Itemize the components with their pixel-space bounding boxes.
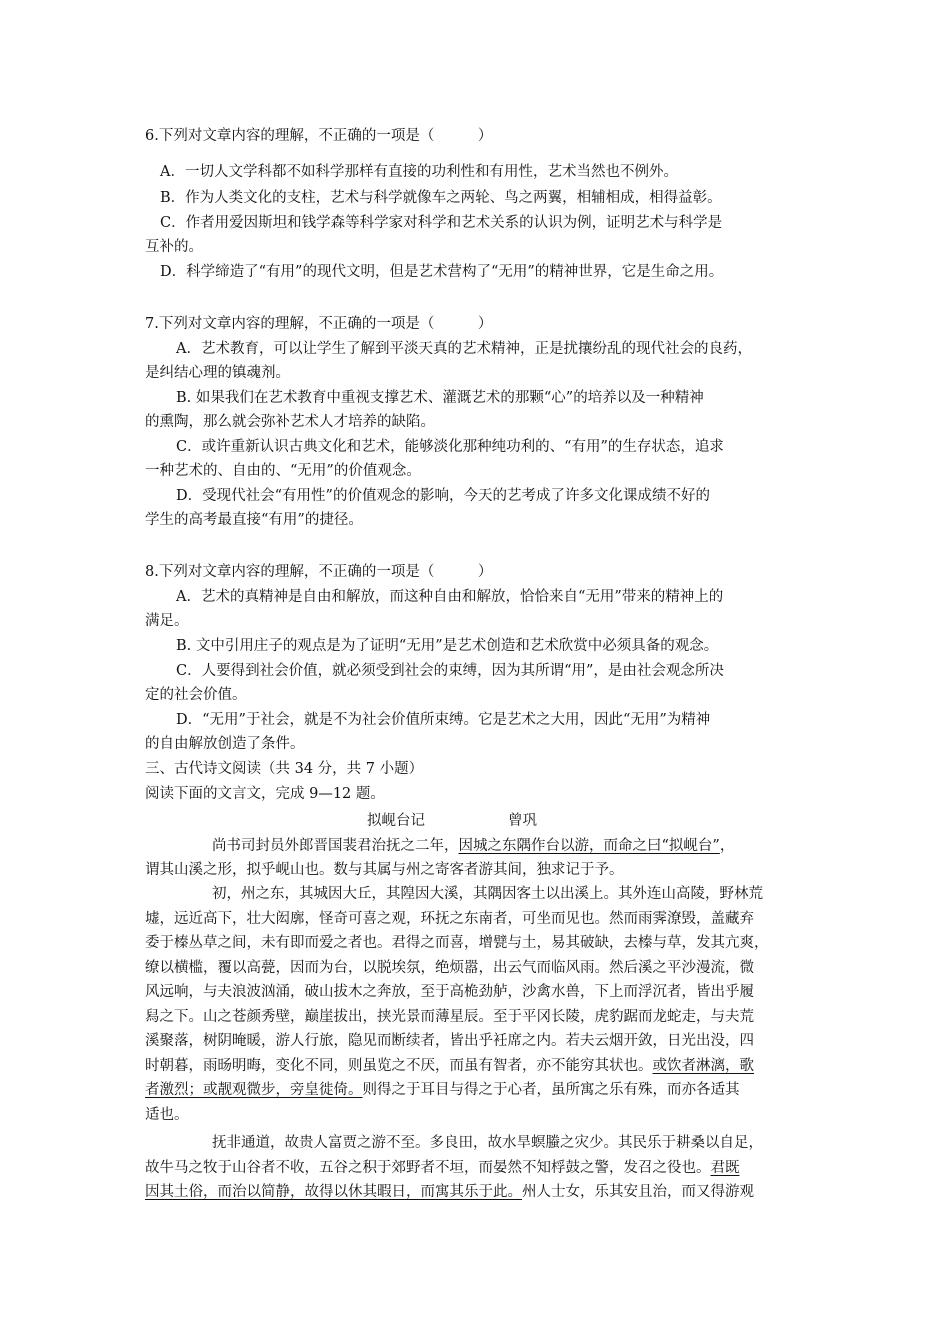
q7-option-d: D．受现代社会“有用性”的价值观念的影响，今天的艺考成了许多文化课成绩不好的 [176,488,710,504]
underlined-sentence: 因其土俗，而治以简静，故得以休其暇日，而寓其乐于此。 [145,1184,522,1200]
passage-author: 曾巩 [508,813,537,829]
para2-line5: 风远响，与夫浪波汹涌，破山拔木之奔放，至于高桅劲舻，沙禽水兽，下上而浮沉者，皆出乎履 [145,984,754,1000]
q8-option-a-cont: 满足。 [145,613,189,629]
para2-line4: 缭以横槛，覆以高甍，因而为台，以脱埃氛，绝烦嚣，出云气而临风雨。然后溪之平沙漫流，微 [145,960,754,976]
para2-line7: 溪聚落，树阴晻暖，游人行旅，隐见而断续者，皆出乎衽席之内。若夫云烟开敛，日光出没，四 [145,1033,754,1049]
para3-text: 州人士女，乐其安且治，而又得游观 [522,1184,754,1200]
q7-stem: 7.下列对文章内容的理解，不正确的一项是（ ） [145,316,493,332]
para2-line8 [145,1056,754,1076]
q8-stem: 8.下列对文章内容的理解，不正确的一项是（ ） [145,564,493,580]
underlined-sentence: 君既 [710,1160,740,1176]
para1-text: 尚书司封员外郎晋国裴君治抚之二年， [212,838,459,854]
underlined-sentence: 或饮者淋漓，歌 [652,1058,754,1074]
para2-line2: 墟，远近高下，壮大闳廓，怪奇可喜之观，环抚之东南者，可坐而见也。然而雨霁潦毁，盖藏弃 [145,911,754,927]
section-heading: 三、古代诗文阅读（共 34 分，共 7 小题） [145,761,424,777]
para1-punct: ， [719,838,735,854]
para2-text: 则得之于耳目与得之于心者，虽所寓之乐有殊，而亦各适其 [362,1082,740,1098]
q8-option-d-cont: 的自由解放创造了条件。 [145,736,305,752]
q6-option-c-cont: 互补的。 [145,239,203,255]
para2-text: 时朝暮，雨旸明晦，变化不同，则虽览之不厌，而虽有智者，亦不能穷其状也。 [145,1058,653,1074]
passage-title: 拟岘台记 [367,813,425,829]
q6-option-b: B．作为人类文化的支柱，艺术与科学就像车之两轮、鸟之两翼，相辅相成，相得益彰。 [160,190,722,206]
q8-option-a: A．艺术的真精神是自由和解放，而这种自由和解放，恰恰来自“无用”带来的精神上的 [176,589,724,605]
q6-option-d: D．科学缔造了“有用”的现代文明，但是艺术营构了“无用”的精神世界，它是生命之用。 [160,264,724,280]
para2-line6: 舄之下。山之苍颜秀壁，巅崖拔出，挟光景而薄星辰。至于平冈长陵，虎豹踞而龙蛇走，与夫荒 [145,1009,754,1025]
para2-line1: 初，州之东，其城因大丘，其隍因大溪，其隅因客土以出溪上。其外连山高陵，野林荒 [212,886,763,902]
para1-line1 [212,836,734,856]
q6-stem: 6.下列对文章内容的理解，不正确的一项是（ ） [145,128,493,144]
q8-option-b: B. 文中引用庄子的观点是为了证明“无用”是艺术创造和艺术欣赏中必须具备的观念。 [176,638,719,654]
para2-line10: 适也。 [145,1107,189,1123]
q7-option-a-cont: 是纠结心理的镇魂剂。 [145,365,290,381]
para3-line2 [145,1158,740,1178]
para2-line3: 委于榛丛草之间，未有即而爱之者也。君得之而喜，增甓与土，易其破缺，去榛与草，发其亢爽， [145,935,769,951]
q8-option-d: D．“无用”于社会，就是不为社会价值所束缚。它是艺术之大用，因此“无用”为精神 [176,712,711,728]
q7-option-c-cont: 一种艺术的、自由的、“无用”的价值观念。 [145,463,421,479]
q6-option-c: C．作者用爱因斯坦和钱学森等科学家对科学和艺术关系的认识为例，证明艺术与科学是 [160,215,723,231]
section-instruction: 阅读下面的文言文，完成 9—12 题。 [145,786,385,802]
q7-option-d-cont: 学生的高考最直接“有用”的捷径。 [145,512,363,528]
para3-text: 故牛马之牧于山谷者不收，五谷之积于郊野者不垣，而晏然不知桴鼓之警，发召之役也。 [145,1160,711,1176]
q7-option-b: B. 如果我们在艺术教育中重视支撑艺术、灌溉艺术的那颗“心”的培养以及一种精神 [176,390,704,406]
para3-line3 [145,1182,754,1202]
underlined-sentence: 者激烈；或靓观微步，旁皇徙倚。 [145,1082,363,1098]
q7-option-b-cont: 的熏陶，那么就会弥补艺术人才培养的缺陷。 [145,414,435,430]
para2-line9 [145,1080,740,1100]
q8-option-c-cont: 定的社会价值。 [145,687,247,703]
q7-option-a: A．艺术教育，可以让学生了解到平淡天真的艺术精神，正是扰攘纷乱的现代社会的良药， [176,341,752,357]
q6-option-a: A．一切人文学科都不如科学那样有直接的功利性和有用性，艺术当然也不例外。 [160,164,678,180]
underlined-sentence: 因城之东隅作台以游，而命之曰“拟岘台” [458,838,720,854]
para1-line2: 谓其山溪之形，拟乎岘山也。数与其属与州之寄客者游其间，独求记于予。 [145,862,624,878]
q8-option-c: C．人要得到社会价值，就必须受到社会的束缚，因为其所谓“用”，是由社会观念所决 [176,663,724,679]
para3-line1: 抚非通道，故贵人富贾之游不至。多良田，故水旱螟螣之灾少。其民乐于耕桑以自足， [212,1135,763,1151]
q7-option-c: C．或许重新认识古典文化和艺术，能够淡化那种纯功利的、“有用”的生存状态，追求 [176,439,724,455]
